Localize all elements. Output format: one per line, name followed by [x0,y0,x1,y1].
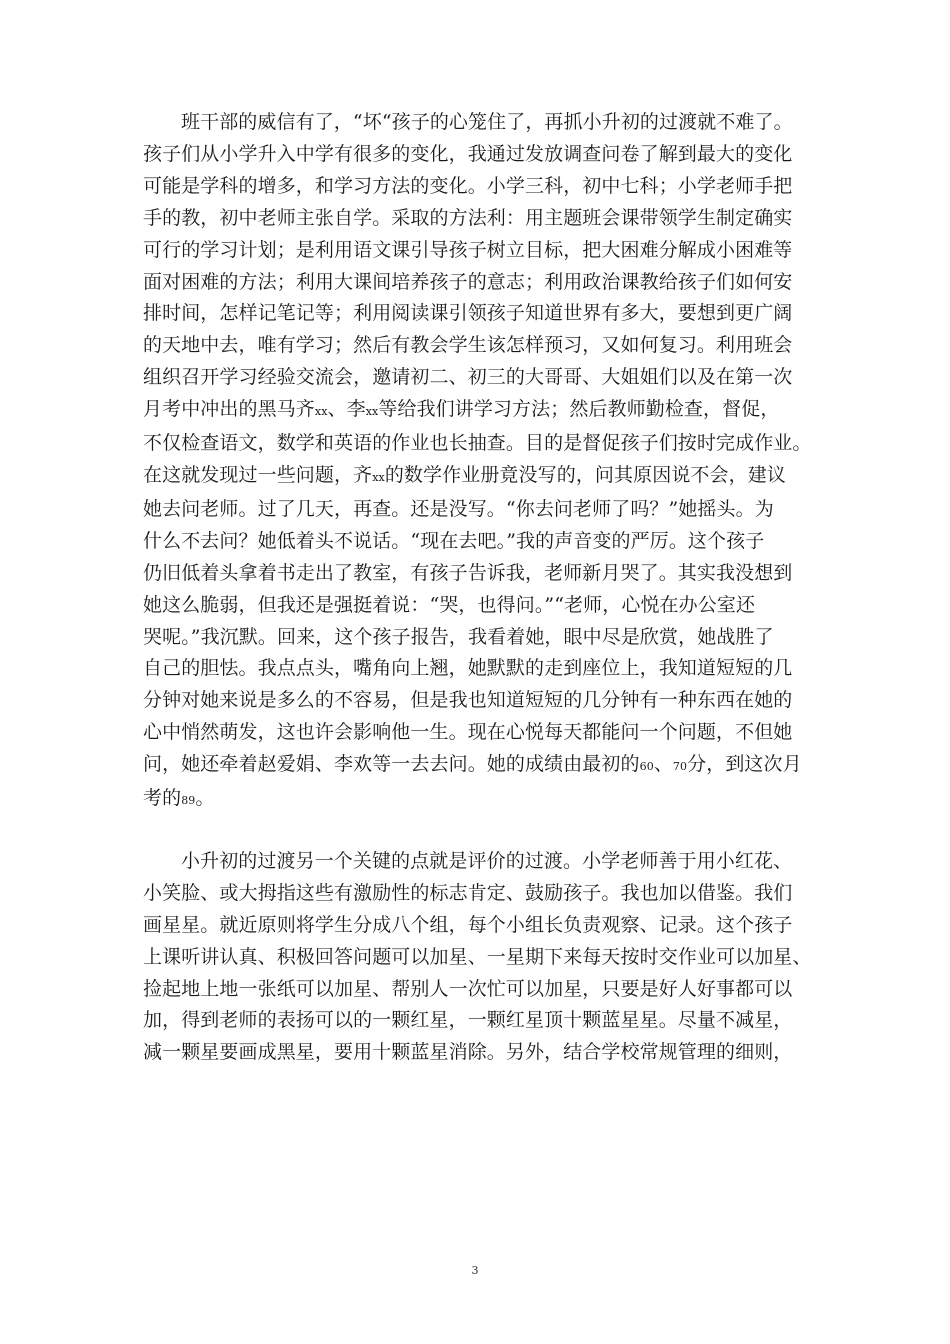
text-line: 排时间，怎样记笔记等；利用阅读课引领孩子知道世界有多大，要想到更广阔 [143,302,793,325]
text-line: 她这么脆弱，但我还是强挺着说：“哭，也得问。”“老师，心悦在办公室还 [143,593,756,616]
paragraph-1 [143,107,815,817]
text-line: 手的教，初中老师主张自学。采取的方法利：用主题班会课带领学生制定确实 [143,206,793,229]
text-line: 组织召开学习经验交流会，邀请初二、初三的大哥哥、大姐姐们以及在第一次 [143,366,793,389]
text-line: 分钟对她来说是多么的不容易，但是我也知道短短的几分钟有一种东西在她的 [143,689,793,712]
text-line: 可能是学科的增多，和学习方法的变化。小学三科，初中七科；小学老师手把 [143,174,793,197]
text-line: 问，她还牵着赵爱娟、李欢等一去去问。她的成绩由最初的60、70分，到这次月 [143,753,802,776]
text-line: 自己的胆怯。我点点头，嘴角向上翘，她默默的走到座位上，我知道短短的几 [143,657,793,680]
text-line: 孩子们从小学升入中学有很多的变化，我通过发放调查问卷了解到最大的变化 [143,142,793,165]
text-line: 心中悄然萌发，这也许会影响他一生。现在心悦每天都能问一个问题，不但她 [143,721,793,744]
text-line: 减一颗星要画成黑星，要用十颗蓝星消除。另外，结合学校常规管理的细则， [143,1041,793,1064]
paragraph-spacer [143,817,815,846]
text-line: 小笑脸、或大拇指这些有激励性的标志肯定、鼓励孩子。我也加以借鉴。我们 [143,881,793,904]
text-line: 仍旧低着头拿着书走出了教室，有孩子告诉我，老师新月哭了。其实我没想到 [143,561,793,584]
text-line: 在这就发现过一些问题，齐xx的数学作业册竟没写的，问其原因说不会，建议 [143,463,786,486]
text-line: 不仅检查语文，数学和英语的作业也长抽查。目的是督促孩子们按时完成作业。 [143,432,812,455]
text-line: 小升初的过渡另一个关键的点就是评价的过渡。小学老师善于用小红花、 [181,849,793,872]
text-line: 面对困难的方法；利用大课间培养孩子的意志；利用政治课教给孩子们如何安 [143,270,793,293]
text-line: 加，得到老师的表扬可以的一颗红星，一颗红星顶十颗蓝星星。尽量不减星， [143,1009,793,1032]
text-line: 她去问老师。过了几天，再查。还是没写。“你去问老师了吗？”她摇头。为 [143,497,774,520]
text-line: 上课听讲认真、积极回答问题可以加星、一星期下来每天按时交作业可以加星、 [143,945,812,968]
text-line: 考的89。 [143,787,215,810]
text-line: 画星星。就近原则将学生分成八个组，每个小组长负责观察、记录。这个孩子 [143,913,793,936]
text-line: 捡起地上地一张纸可以加星、帮别人一次忙可以加星，只要是好人好事都可以 [143,977,793,1000]
text-line: 月考中冲出的黑马齐xx、李xx等给我们讲学习方法；然后教师勤检查，督促， [143,398,780,421]
text-line: 的天地中去，唯有学习；然后有教会学生该怎样预习，又如何复习。利用班会 [143,334,793,357]
text-line: 班干部的威信有了，“坏“孩子的心笼住了，再抓小升初的过渡就不难了。 [181,111,793,133]
page-number: 3 [471,1264,479,1277]
text-line: 什么不去问？她低着头不说话。“现在去吧。”我的声音变的严厉。这个孩子 [143,529,765,552]
document-body [143,107,815,1069]
text-line: 可行的学习计划；是利用语文课引导孩子树立目标，把大困难分解成小困难等 [143,238,793,261]
text-line: 哭呢。”我沉默。回来，这个孩子报告，我看着她，眼中尽是欣赏，她战胜了 [143,625,774,648]
paragraph-2 [143,846,815,1069]
